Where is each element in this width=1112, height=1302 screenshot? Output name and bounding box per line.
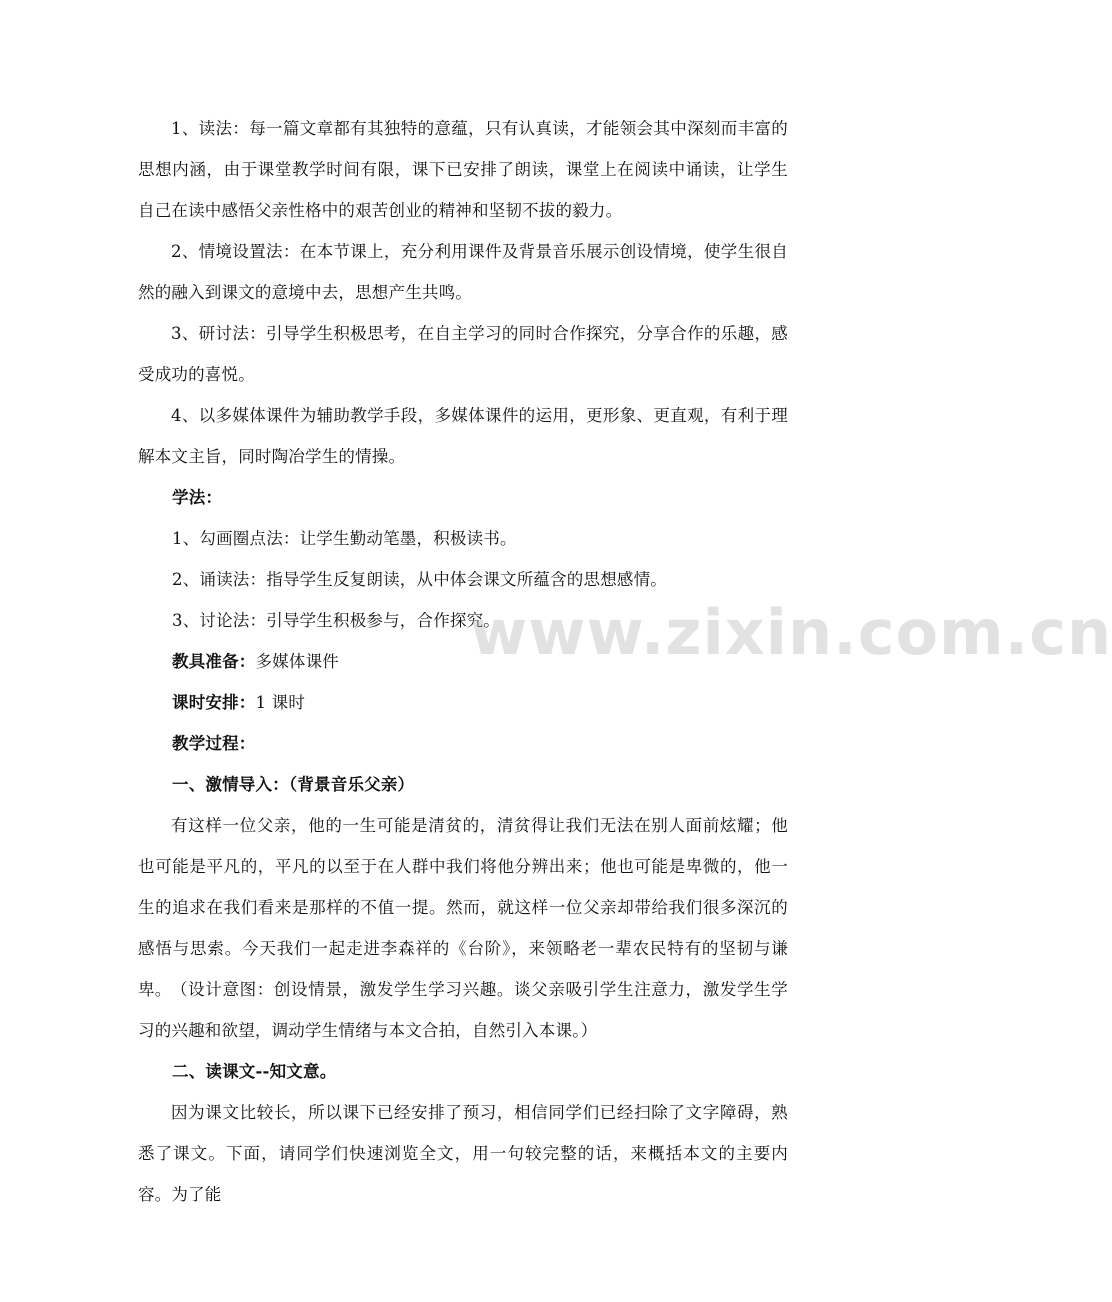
method-situation-paragraph: 2、情境设置法：在本节课上，充分利用课件及背景音乐展示创设情境，使学生很自然的融入到课文的意境中去，思想产生共鸣。 <box>138 242 788 302</box>
step1-heading: 一、激情导入：（背景音乐父亲） <box>172 775 415 794</box>
lesson-time-label: 课时安排： <box>172 693 256 712</box>
study-method-1: 1、勾画圈点法：让学生勤动笔墨，积极读书。 <box>172 529 517 548</box>
teaching-tools-value: 多媒体课件 <box>255 652 339 671</box>
method-discussion-paragraph: 3、研讨法：引导学生积极思考，在自主学习的同时合作探究，分享合作的乐趣，感受成功的喜悦。 <box>138 324 788 384</box>
watermark: www.zixin.com.cn <box>470 596 1112 669</box>
step2-heading: 二、读课文--知文意。 <box>172 1062 337 1081</box>
step2-text: 因为课文比较长，所以课下已经安排了预习，相信同学们已经扫除了文字障碍，熟悉了课文。下面，请同学们快速浏览全文，用一句较完整的话，来概括本文的主要内容。为了能 <box>138 1103 788 1204</box>
method-reading-paragraph: 1、读法：每一篇文章都有其独特的意蕴，只有认真读，才能领会其中深刻而丰富的思想内涵，由于课堂教学时间有限，课下已安排了朗读，课堂上在阅读中诵读，让学生自己在读中感悟父亲性格中的艰苦创业的精神和坚韧不拔的毅力。 <box>138 119 788 220</box>
study-method-3: 3、讨论法：引导学生积极参与，合作探究。 <box>172 611 500 630</box>
step1-text: 有这样一位父亲，他的一生可能是清贫的，清贫得让我们无法在别人面前炫耀；他也可能是平凡的，平凡的以至于在人群中我们将他分辨出来；他也可能是卑微的，他一生的追求在我们看来是那样的不值一提。然而，就这样一位父亲却带给我们很多深沉的感悟与思索。今天我们一起走进李森祥的《台阶》，来领略老一辈农民特有的坚韧与谦卑。 <box>138 816 788 999</box>
study-method-2: 2、诵读法：指导学生反复朗读，从中体会课文所蕴含的思想感情。 <box>172 570 667 589</box>
study-method-heading: 学法： <box>172 488 223 507</box>
step1-design-note: （设计意图：创设情景，激发学生学习兴趣。谈父亲吸引学生注意力，激发学生学习的兴趣和欲望，调动学生情绪与本文合拍，自然引入本课。） <box>138 980 788 1040</box>
teaching-tools-line <box>138 641 788 682</box>
teaching-process-heading: 教学过程： <box>172 734 256 753</box>
lesson-time-value: 1 课时 <box>255 693 306 712</box>
lesson-time-line <box>138 682 788 723</box>
method-multimedia-paragraph: 4、以多媒体课件为辅助教学手段，多媒体课件的运用，更形象、更直观，有利于理解本文主旨，同时陶冶学生的情操。 <box>138 406 788 466</box>
teaching-tools-label: 教具准备： <box>172 652 256 671</box>
